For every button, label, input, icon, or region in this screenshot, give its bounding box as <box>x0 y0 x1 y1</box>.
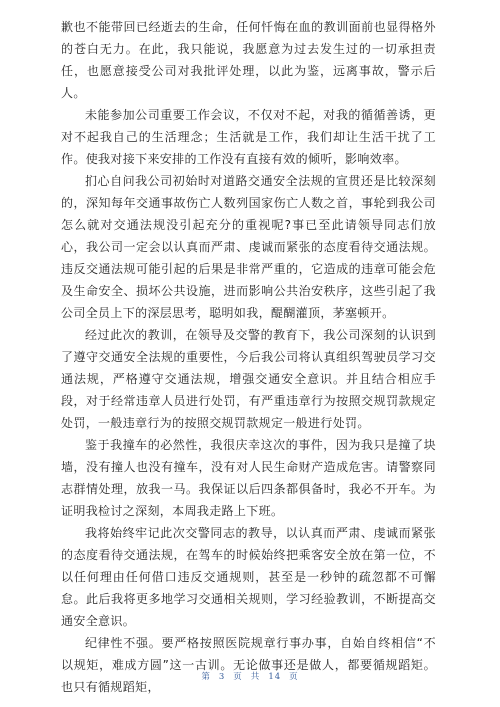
paragraph-3: 扪心自问我公司初始时对道路交通安全法规的宣贯还是比较深刻的，深知每年交通事故伤亡人数列国家伤亡人数之首，事轮到我公司怎么就对交通法规没引起充分的重视呢?事已至此请领导同志们放心，我公司一定会以认真而严肃、虔诚而紧张的态度看待交通法规。违反交通法规可能引起的后果是非常严重的，它造成的违章可能会危及生命安全、损坏公共设施，进而影响公共治安秩序，这些引起了我公司全员上下的深层思考，聪明如我，醍醐灌顶，茅塞顿开。 <box>61 174 436 320</box>
paragraph-6: 我将始终牢记此次交警同志的教导，以认真而严肃、虔诚而紧张的态度看待交通法规，在驾车的时候始终把乘客安全放在第一位，不以任何理由任何借口违反交通规则，甚至是一秒钟的疏忽都不可懈怠。此后我将更多地学习交通相关规则，学习经验教训，不断提高交通安全意识。 <box>61 526 436 628</box>
footer-label-gong: 共 <box>250 672 261 682</box>
paragraph-1: 歉也不能带回已经逝去的生命，任何忏悔在血的教训面前也显得格外的苍白无力。在此，我只能说，我愿意为过去发生过的一切承担责任，也愿意接受公司对我批评处理，以此为鉴，远离事故，警示后人。 <box>61 20 436 100</box>
page-number-total: 14 <box>268 672 282 682</box>
page-footer <box>0 670 500 682</box>
document-body <box>61 16 436 698</box>
footer-label-ye2: 页 <box>289 672 299 682</box>
footer-label-ye: 页 <box>233 672 243 682</box>
paragraph-5: 鉴于我撞车的必然性，我很庆幸这次的事件，因为我只是撞了块墙，没有撞人也没有撞车，没有对人民生命财产造成危害。请警察同志群情处理，放我一马。我保证以后四条都俱备时，我必不开车。为证明我检讨之深刻，本周我走路上下班。 <box>61 438 436 518</box>
paragraph-4: 经过此次的教训，在领导及交警的教育下，我公司深刻的认识到了遵守交通安全法规的重要性，今后我公司将认真组织驾驶员学习交通法规，严格遵守交通法规，增强交通安全意识。并且结合相应手段，对于经常违章人员进行处罚，有严重违章行为按照交规罚款规定处罚，一般违章行为的按照交规罚款规定一般进行处罚。 <box>61 328 436 430</box>
paragraph-2: 未能参加公司重要工作会议，不仅对不起，对我的循循善诱，更对不起我自己的生活理念；生活就是工作，我们却让生活干扰了工作。使我对接下来安排的工作没有直接有效的倾听，影响效率。 <box>61 108 436 166</box>
paragraph-7: 纪律性不强。要严格按照医院规章行事办事，自始自终相信“不以规矩，难成方圆”这一古训。无论做事还是做人，都要循规蹈矩。也只有循规蹈矩， <box>61 636 436 694</box>
footer-label-di: 第 <box>201 672 211 682</box>
page-number-current: 3 <box>218 672 226 682</box>
